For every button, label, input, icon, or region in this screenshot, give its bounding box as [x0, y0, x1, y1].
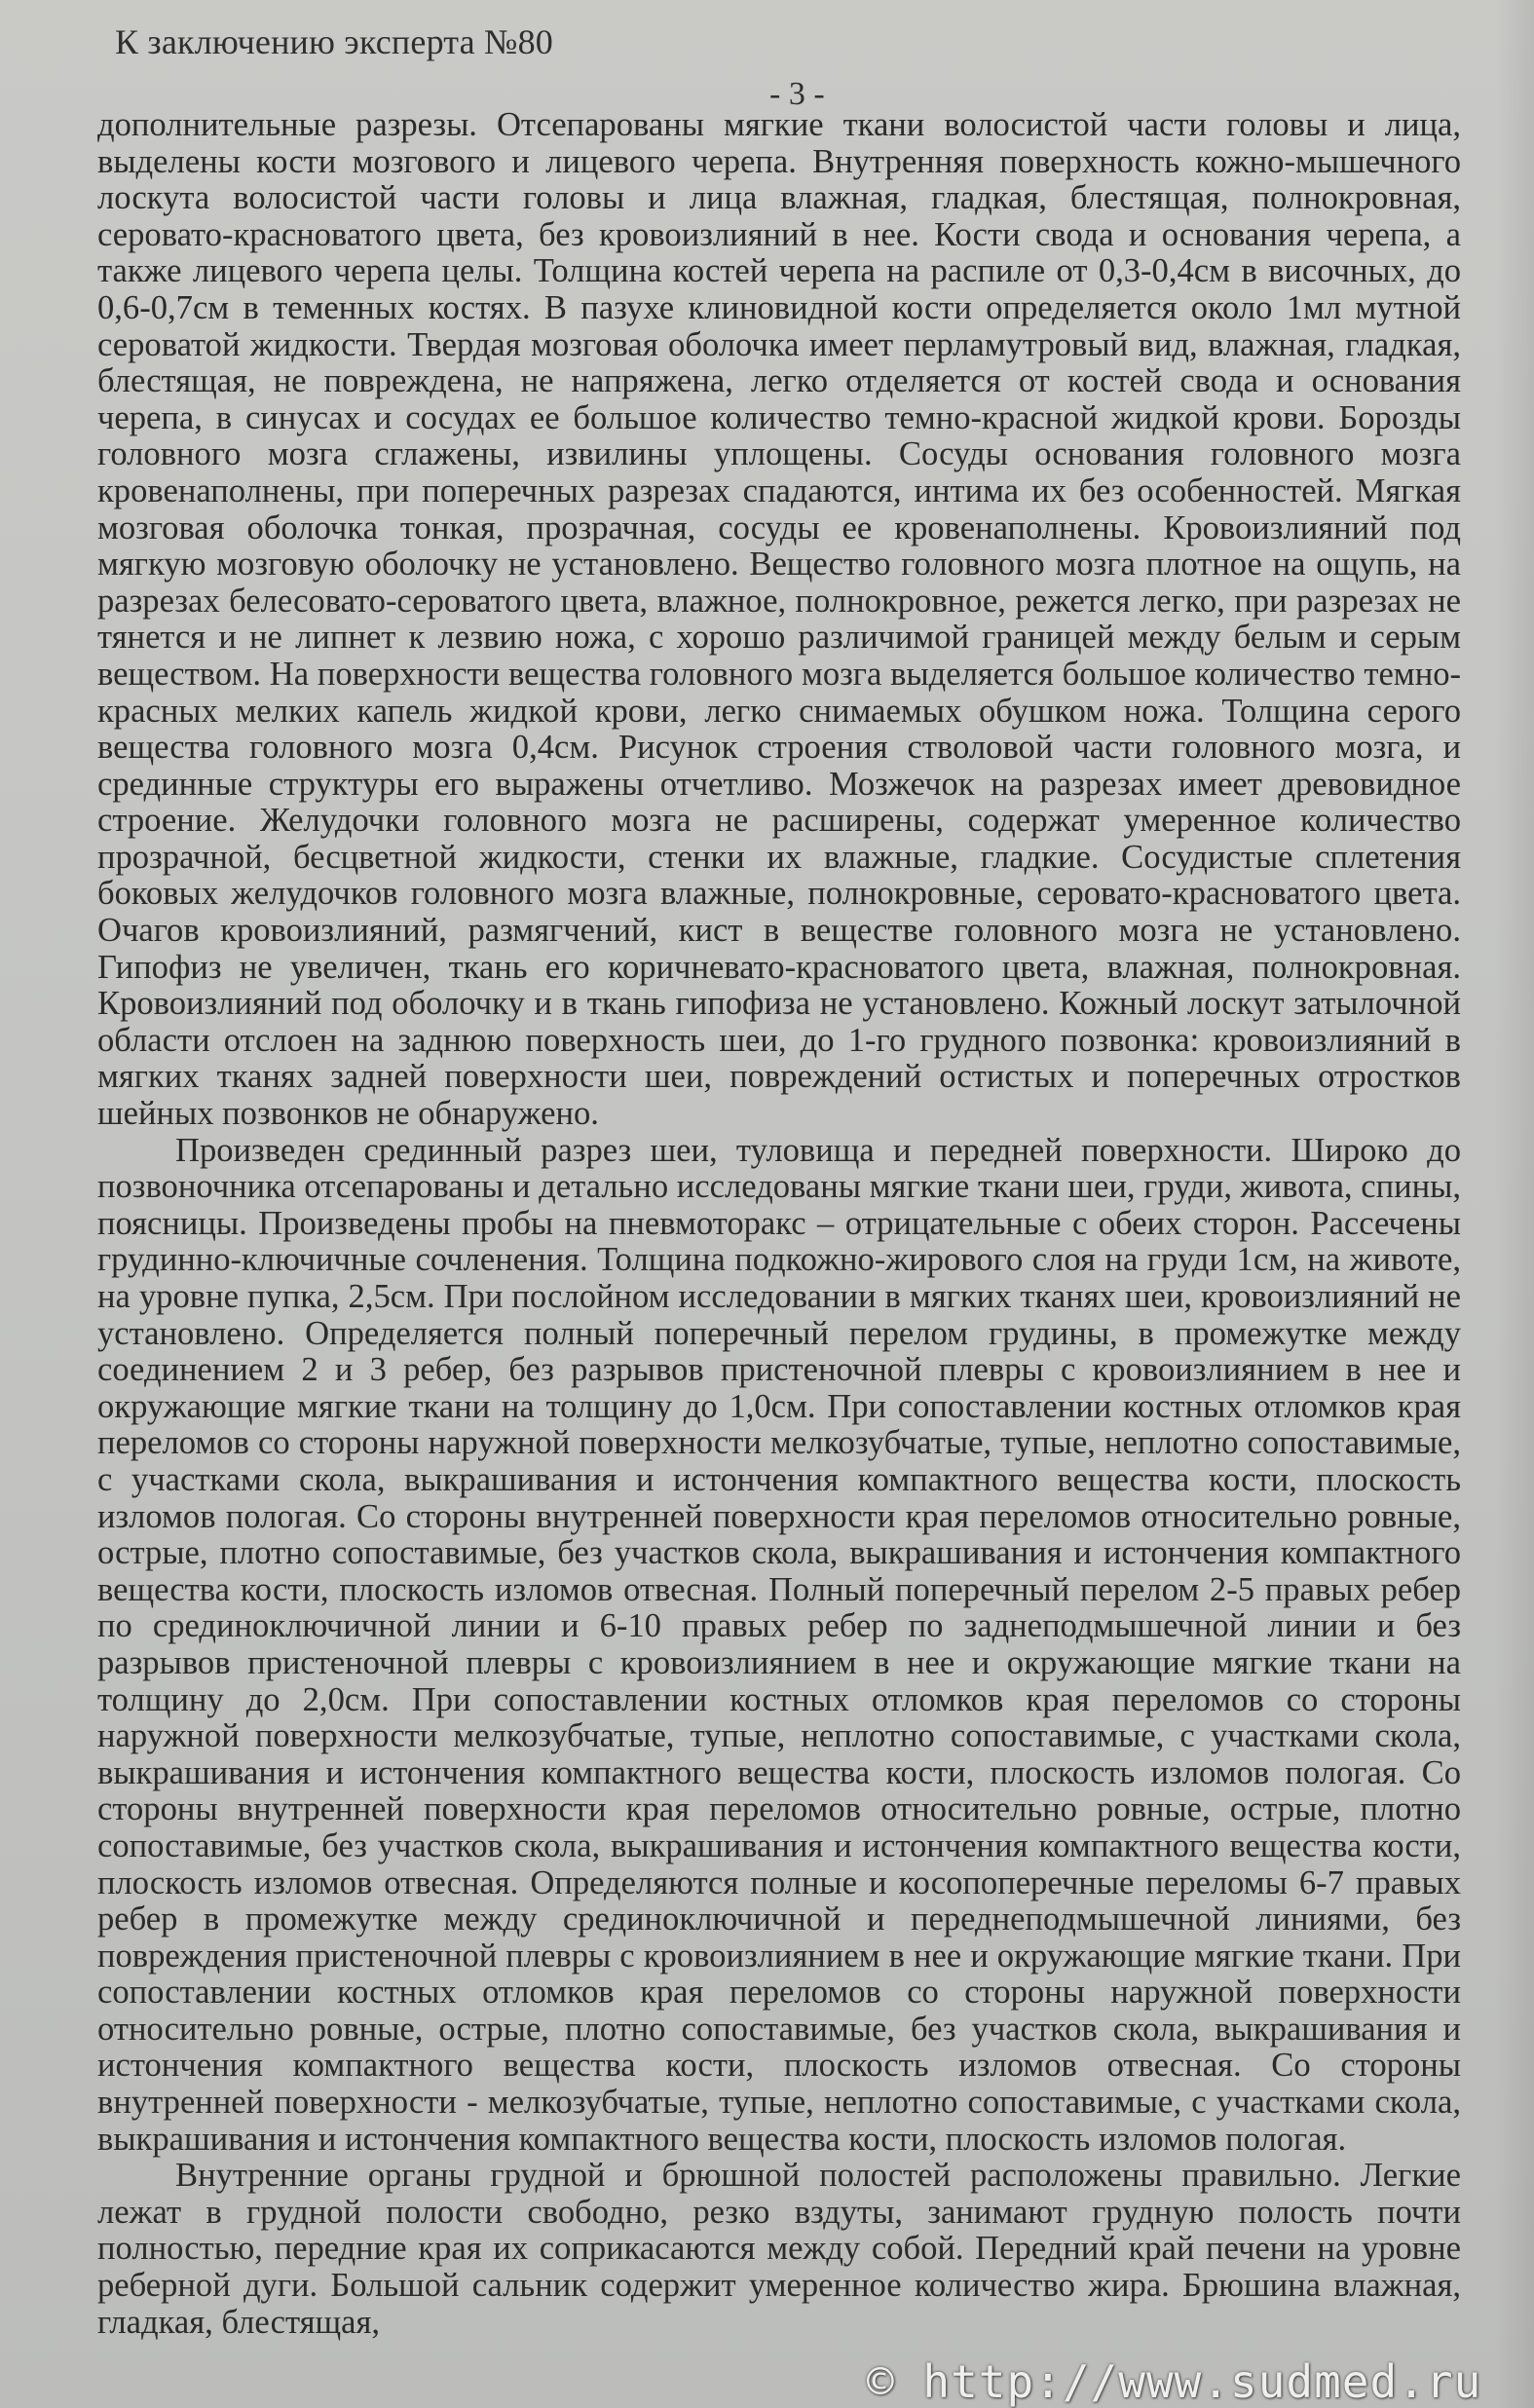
- paragraph-organs: Внутренние органы грудной и брюшной полостей расположены правильно. Легкие лежат в грудной полости свободно, резко вздуты, занимают грудную полость почти полностью, передние края их соприкасаются между собой. Передний край печени на уровне реберной дуги. Большой сальник содержит умеренное количество жира. Брюшина влажная, гладкая, блестящая,: [97, 2157, 1461, 2341]
- watermark: © http://www.sudmed.ru: [867, 2355, 1482, 2408]
- paragraph-chest: Произведен срединный разрез шеи, туловища и передней поверхности. Широко до позвоночника отсепарованы и детально исследованы мягкие ткани шеи, груди, живота, спины, поясницы. Произведены пробы на пневмоторакс – отрицательные с обеих сторон. Рассечены грудинно-ключичные сочленения. Толщина подкожно-жирового слоя на груди 1см, на животе, на уровне пупка, 2,5см. При послойном исследовании в мягких тканях шеи, кровоизлияний не установлено. Определяется полный поперечный перелом грудины, в промежутке между соединением 2 и 3 ребер, без разрывов пристеночной плевры с кровоизлиянием в нее и окружающие мягкие ткани на толщину до 1,0см. При сопоставлении костных отломков края переломов со стороны наружной поверхности мелкозубчатые, тупые, неплотно сопоставимые, с участками скола, выкрашивания и истончения компактного вещества кости, плоскость изломов пологая. Со стороны внутренней поверхности края переломов относительно ровные, острые, плотно сопоставимые, без участков скола, выкрашивания и истончения компактного вещества кости, плоскость изломов отвесная. Полный поперечный перелом 2-5 правых ребер по срединоключичной линии и 6-10 правых ребер по заднеподмышечной линии и без разрывов пристеночной плевры с кровоизлиянием в нее и окружающие мягкие ткани на толщину до 2,0см. При сопоставлении костных отломков края переломов со стороны наружной поверхности мелкозубчатые, тупые, неплотно сопоставимые, с участками скола, выкрашивания и истончения компактного вещества кости, плоскость изломов пологая. Со стороны внутренней поверхности края переломов относительно ровные, острые, плотно сопоставимые, без участков скола, выкрашивания и истончения компактного вещества кости, плоскость изломов отвесная. Определяются полные и косопоперечные переломы 6-7 правых ребер в промежутке между срединоключичной и переднеподмышечной линиями, без повреждения пристеночной плевры с кровоизлиянием в нее и окружающие мягкие ткани. При сопоставлении костных отломков края переломов со стороны наружной поверхности относительно ровные, острые, плотно сопоставимые, без участков скола, выкрашивания и истончения компактного вещества кости, плоскость изломов отвесная. Со стороны внутренней поверхности - мелкозубчатые, тупые, неплотно сопоставимые, с участками скола, выкрашивания и истончения компактного вещества кости, плоскость изломов пологая.: [97, 1131, 1461, 2158]
- page-number: - 3 -: [769, 76, 825, 112]
- sheet-edge-shadow: [1495, 0, 1534, 2408]
- paragraph-brain: дополнительные разрезы. Отсепарованы мягкие ткани волосистой части головы и лица, выделены кости мозгового и лицевого черепа. Внутренняя поверхность кожно-мышечного лоскута волосистой части головы и лица влажная, гладкая, блестящая, полнокровная, серовато-красноватого цвета, без кровоизлияний в нее. Кости свода и основания черепа, а также лицевого черепа целы. Толщина костей черепа на распиле от 0,3-0,4см в височных, до 0,6-0,7см в теменных костях. В пазухе клиновидной кости определяется около 1мл мутной сероватой жидкости. Твердая мозговая оболочка имеет перламутровый вид, влажная, гладкая, блестящая, не повреждена, не напряжена, легко отделяется от костей свода и основания черепа, в синусах и сосудах ее большое количество темно-красной жидкой крови. Борозды головного мозга сглажены, извилины уплощены. Сосуды основания головного мозга кровенаполнены, при поперечных разрезах спадаются, интима их без особенностей. Мягкая мозговая оболочка тонкая, прозрачная, сосуды ее кровенаполнены. Кровоизлияний под мягкую мозговую оболочку не установлено. Вещество головного мозга плотное на ощупь, на разрезах белесовато-сероватого цвета, влажное, полнокровное, режется легко, при разрезах не тянется и не липнет к лезвию ножа, с хорошо различимой границей между белым и серым веществом. На поверхности вещества головного мозга выделяется большое количество темно-красных мелких капель жидкой крови, легко снимаемых обушком ножа. Толщина серого вещества головного мозга 0,4см. Рисунок строения стволовой части головного мозга, и срединные структуры его выражены отчетливо. Мозжечок на разрезах имеет древовидное строение. Желудочки головного мозга не расширены, содержат умеренное количество прозрачной, бесцветной жидкости, стенки их влажные, гладкие. Сосудистые сплетения боковых желудочков головного мозга влажные, полнокровные, серовато-красноватого цвета. Очагов кровоизлияний, размягчений, кист в веществе головного мозга не установлено. Гипофиз не увеличен, ткань его коричневато-красноватого цвета, влажная, полнокровная. Кровоизлияний под оболочку и в ткань гипофиза не установлено. Кожный лоскут затылочной области отслоен на заднюю поверхность шеи, до 1-го грудного позвонка: кровоизлияний в мягких тканях задней поверхности шеи, повреждений остистых и поперечных отростков шейных позвонков не обнаружено.: [97, 106, 1461, 1133]
- document-body: [97, 107, 1461, 2341]
- document-header: К заключению эксперта №80: [115, 22, 553, 61]
